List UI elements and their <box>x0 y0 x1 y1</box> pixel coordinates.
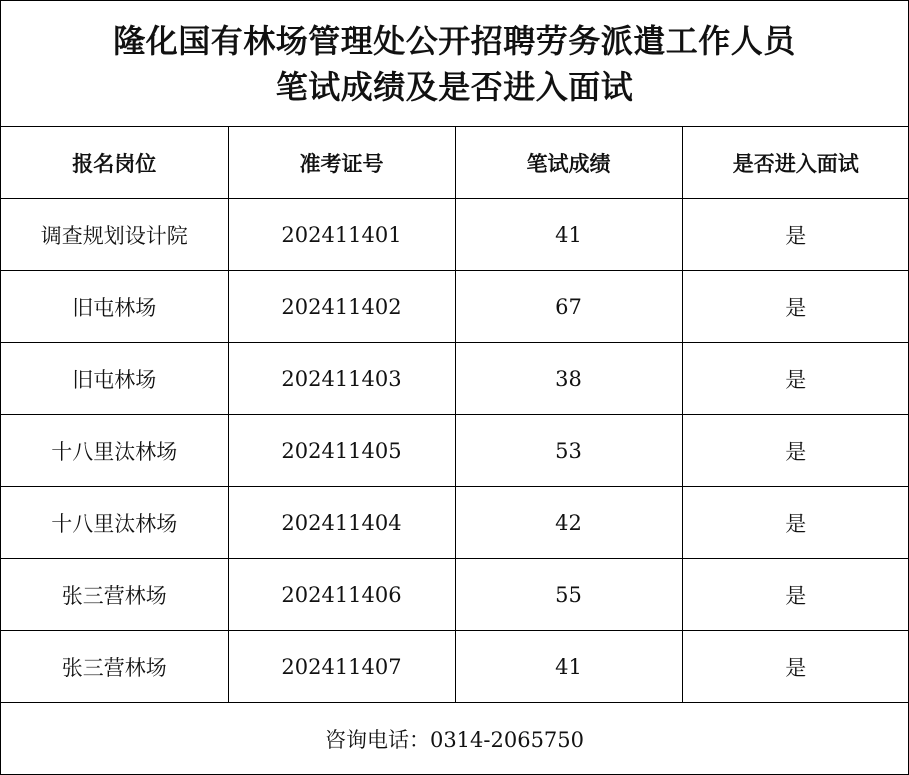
table-row <box>1 271 909 343</box>
cell-post: 十八里汰林场 <box>1 415 228 487</box>
cell-ticket: 202411407 <box>228 631 455 703</box>
table-row <box>1 415 909 487</box>
contact-phone: 咨询电话：0314-2065750 <box>324 727 585 752</box>
cell-post: 张三营林场 <box>1 559 228 631</box>
table-row <box>1 199 909 271</box>
title-block <box>1 1 908 127</box>
cell-score: 38 <box>455 343 682 415</box>
cell-score: 55 <box>455 559 682 631</box>
table-row <box>1 559 909 631</box>
header-interview: 是否进入面试 <box>682 127 909 199</box>
cell-ticket: 202411401 <box>228 199 455 271</box>
cell-interview: 是 <box>682 199 909 271</box>
cell-interview: 是 <box>682 559 909 631</box>
table-header-row <box>1 127 909 199</box>
cell-interview: 是 <box>682 631 909 703</box>
cell-interview: 是 <box>682 487 909 559</box>
cell-interview: 是 <box>682 343 909 415</box>
cell-post: 张三营林场 <box>1 631 228 703</box>
results-table <box>1 127 909 703</box>
header-ticket: 准考证号 <box>228 127 455 199</box>
contact-footer <box>1 703 908 774</box>
table-row <box>1 343 909 415</box>
cell-post: 旧屯林场 <box>1 343 228 415</box>
cell-post: 十八里汰林场 <box>1 487 228 559</box>
cell-score: 67 <box>455 271 682 343</box>
table-row <box>1 487 909 559</box>
page-title-line-2: 笔试成绩及是否进入面试 <box>275 67 634 106</box>
header-post: 报名岗位 <box>1 127 228 199</box>
cell-score: 41 <box>455 199 682 271</box>
cell-score: 42 <box>455 487 682 559</box>
cell-ticket: 202411405 <box>228 415 455 487</box>
cell-ticket: 202411403 <box>228 343 455 415</box>
table-row <box>1 631 909 703</box>
cell-ticket: 202411406 <box>228 559 455 631</box>
page-title-line-1: 隆化国有林场管理处公开招聘劳务派遣工作人员 <box>113 21 796 60</box>
header-score: 笔试成绩 <box>455 127 682 199</box>
cell-ticket: 202411404 <box>228 487 455 559</box>
cell-score: 41 <box>455 631 682 703</box>
cell-interview: 是 <box>682 415 909 487</box>
cell-post: 旧屯林场 <box>1 271 228 343</box>
cell-interview: 是 <box>682 271 909 343</box>
cell-ticket: 202411402 <box>228 271 455 343</box>
cell-post: 调查规划设计院 <box>1 199 228 271</box>
cell-score: 53 <box>455 415 682 487</box>
